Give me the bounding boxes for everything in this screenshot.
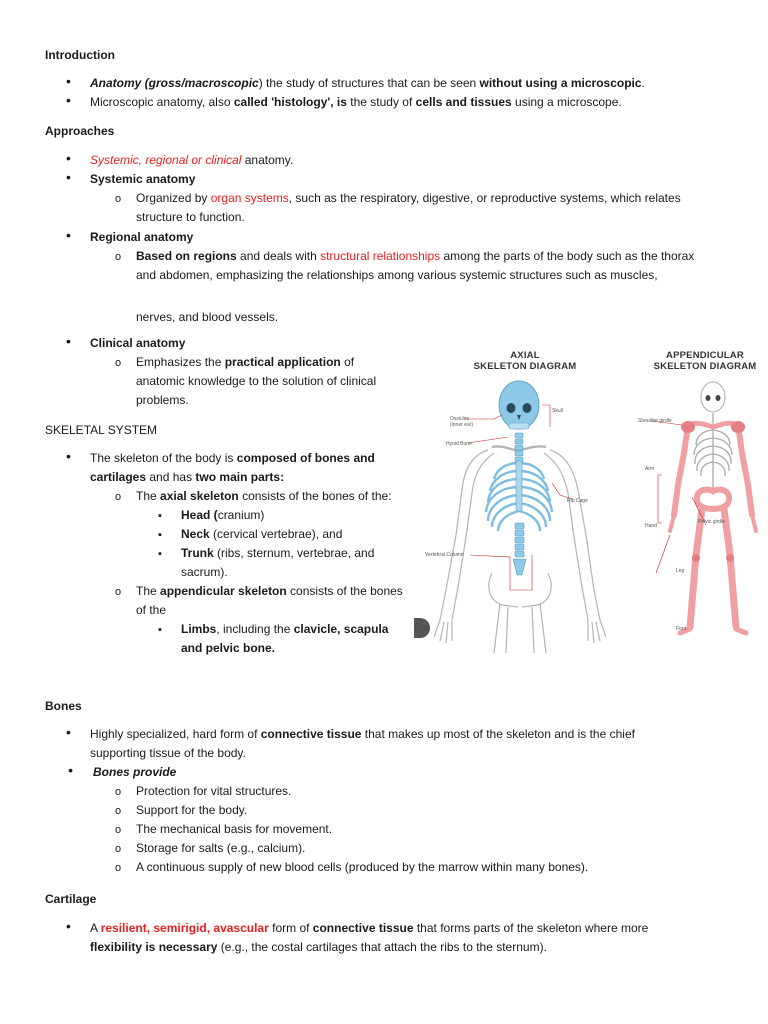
list-item: Anatomy (gross/macroscopic) the study of structures that can be seen without using a microscopic.: [90, 76, 645, 90]
list-item-label: Systemic anatomy: [90, 172, 196, 186]
bullet: [66, 151, 71, 167]
sub-list-item-cont: of the: [136, 603, 167, 617]
sub-sub-list-item: Neck (cervical vertebrae), and: [181, 527, 343, 541]
label-ossicles: Ossicles (inner ear): [450, 416, 474, 428]
sub-list-item: Storage for salts (e.g., calcium).: [136, 841, 306, 855]
list-item-label: Bones provide: [93, 765, 177, 779]
sub-sub-list-item: Trunk (ribs, sternum, vertebrae, and: [181, 546, 375, 560]
label-shoulder-girdle: Shoulder girdle: [638, 418, 672, 424]
label-foot: Foot: [676, 626, 687, 632]
sub-list-item: Organized by organ systems, such as the respiratory, digestive, or reproductive systems, which relates: [136, 191, 681, 205]
sub-list-item-cont: nerves, and blood vessels.: [136, 310, 279, 324]
list-item: The skeleton of the body is composed of bones and: [90, 451, 375, 465]
bullet: [66, 93, 71, 109]
sub-list-item: Emphasizes the practical application of: [136, 355, 355, 369]
label-hand: Hand: [645, 523, 657, 529]
list-item-label: Clinical anatomy: [90, 336, 186, 350]
sub-list-item: Based on regions and deals with structural relationships among the parts of the body such as the thorax: [136, 249, 695, 263]
sub-bullet: [115, 841, 121, 857]
list-item-label: Regional anatomy: [90, 230, 194, 244]
sub-list-item: The mechanical basis for movement.: [136, 822, 333, 836]
list-item-cont: cartilages and has two main parts:: [90, 470, 285, 484]
list-item-cont: supporting tissue of the body.: [90, 746, 246, 760]
sub-sub-list-item: Head (cranium): [181, 508, 265, 522]
label-leg: Leg: [676, 568, 685, 574]
sub-bullet: [115, 822, 121, 838]
bullet: [66, 170, 71, 186]
label-pelvic-girdle: Pelvic girdle: [698, 519, 725, 525]
sub-list-item-cont: structure to function.: [136, 210, 245, 224]
square-bullet: [158, 546, 162, 562]
bullet: [66, 74, 71, 90]
sub-bullet: [115, 191, 121, 207]
sub-sub-list-item-cont: and pelvic bone.: [181, 641, 276, 655]
sub-bullet: [115, 860, 121, 876]
sub-list-item: The appendicular skeleton consists of the bones: [136, 584, 403, 598]
sub-sub-list-item: Limbs, including the clavicle, scapula: [181, 622, 389, 636]
sub-bullet: [115, 355, 121, 371]
sub-list-item: The axial skeleton consists of the bones of the:: [136, 489, 392, 503]
sub-list-item: A continuous supply of new blood cells (produced by the marrow within many bones).: [136, 860, 589, 874]
bullet: [66, 919, 71, 935]
section-heading-introduction: Introduction: [45, 48, 115, 62]
label-skull: Skull: [552, 408, 563, 414]
list-item-cont: flexibility is necessary (e.g., the costal cartilages that attach the ribs to the sternum).: [90, 940, 547, 954]
sub-list-item-cont: and abdomen, emphasizing the relationships among various systemic structures such as muscles,: [136, 268, 658, 282]
label-arm: Arm: [645, 466, 655, 472]
square-bullet: [158, 622, 162, 638]
sub-list-item: Protection for vital structures.: [136, 784, 292, 798]
bullet: [66, 334, 71, 350]
sub-bullet: [115, 249, 121, 265]
section-heading-skeletal-system: SKELETAL SYSTEM: [45, 423, 158, 437]
axial-diagram-title: AXIAL SKELETON DIAGRAM: [473, 350, 577, 372]
skull-shape: [499, 381, 539, 429]
section-heading-approaches: Approaches: [45, 124, 115, 138]
list-item: Systemic, regional or clinical anatomy.: [90, 153, 294, 167]
bullet: [66, 228, 71, 244]
sub-list-item-cont: problems.: [136, 393, 189, 407]
section-heading-cartilage: Cartilage: [45, 892, 97, 906]
list-item: A resilient, semirigid, avascular form of connective tissue that forms parts of the skeleton where more: [90, 921, 649, 935]
sub-bullet: [115, 584, 121, 600]
bullet: [66, 449, 71, 465]
bullet: [66, 725, 71, 741]
sub-list-item-cont: anatomic knowledge to the solution of clinical: [136, 374, 377, 388]
section-heading-bones: Bones: [45, 699, 82, 713]
label-rib-cage: Rib Cage: [567, 498, 588, 504]
appendicular-skeleton-illustration: [630, 375, 766, 650]
sub-list-item: Support for the body.: [136, 803, 248, 817]
sub-sub-list-item-cont: sacrum).: [181, 565, 228, 579]
square-bullet: [158, 508, 162, 524]
label-vertebral-column: Vertebral Column: [425, 552, 464, 558]
bullet: [68, 763, 73, 779]
label-hyoid-bone: Hyoid Bone: [446, 441, 472, 447]
square-bullet: [158, 527, 162, 543]
sub-bullet: [115, 784, 121, 800]
list-item: Microscopic anatomy, also called 'histology', is the study of cells and tissues using a microscope.: [90, 95, 622, 109]
sub-bullet: [115, 803, 121, 819]
appendicular-diagram-title: APPENDICULAR SKELETON DIAGRAM: [653, 350, 757, 372]
sub-bullet: [115, 489, 121, 505]
list-item: Highly specialized, hard form of connective tissue that makes up most of the skeleton and is the chief: [90, 727, 635, 741]
